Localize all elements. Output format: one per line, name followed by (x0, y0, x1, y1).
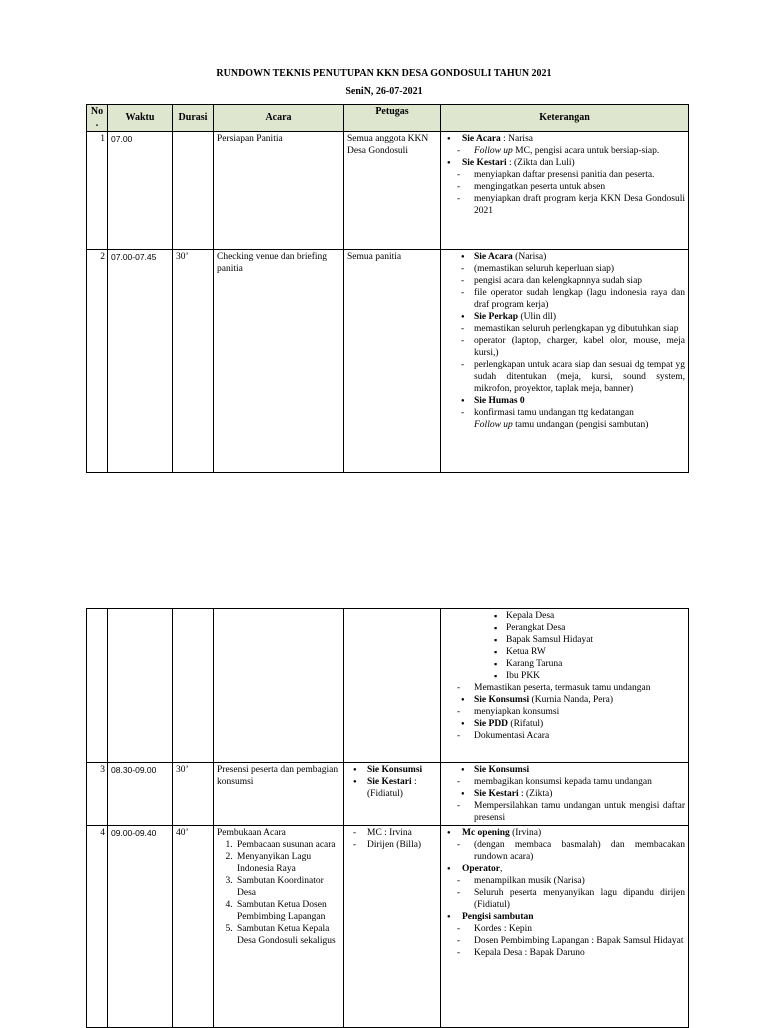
row-no (87, 609, 108, 763)
list-item: - memastikan seluruh perlengkapan yg dibutuhkan siap (444, 323, 685, 335)
row-acara: Presensi peserta dan pembagian konsumsi (214, 763, 344, 826)
list-item: ▪ Perangkat Desa (444, 622, 685, 634)
list-item: - Follow up MC, pengisi acara untuk bersiap-siap. (444, 145, 685, 157)
list-item: - menyiapkan draft program kerja KKN Desa Gondosuli 2021 (444, 193, 685, 217)
row-keterangan (441, 609, 689, 763)
list-item: ● Pengisi sambutan (444, 911, 685, 923)
list-item: ● Sie Humas 0 (444, 395, 685, 407)
row-acara: Checking venue dan briefing panitia (214, 250, 344, 473)
list-item: ▪ Ibu PKK (444, 670, 685, 682)
list-item: ● Sie Acara : Narisa (444, 133, 685, 145)
list-item: - (memastikan seluruh keperluan siap) (444, 263, 685, 275)
row-waktu: 07.00 (108, 132, 173, 250)
list-item: - Dokumentasi Acara (444, 730, 685, 742)
row-keterangan (441, 826, 689, 1028)
row-keterangan (441, 132, 689, 250)
col-header-acara: Acara (214, 105, 344, 132)
list-item: ▪ Ketua RW (444, 646, 685, 658)
row-keterangan (441, 250, 689, 473)
rundown-table-part2 (86, 608, 689, 1028)
table-header-row (87, 105, 689, 132)
row-petugas (344, 826, 441, 1028)
list-item: - Memastikan peserta, termasuk tamu undangan (444, 682, 685, 694)
col-header-petugas: Petugas (344, 105, 441, 132)
row-durasi (173, 132, 214, 250)
list-item: - (dengan membaca basmalah) dan membacakan rundown acara) (444, 839, 685, 863)
list-item: ● Sie Perkap (Ulin dll) (444, 311, 685, 323)
row-petugas (344, 609, 441, 763)
list-item: - membagikan konsumsi kepada tamu undangan (444, 776, 685, 788)
row-acara (214, 826, 344, 1028)
row-durasi: 30’ (173, 250, 214, 473)
list-item: - menampilkan musik (Narisa) (444, 875, 685, 887)
list-item: ● Sie PDD (Rifatul) (444, 718, 685, 730)
col-header-no: No . (87, 105, 108, 132)
list-item: - Mempersilahkan tamu undangan untuk mengisi daftar presensi (444, 800, 685, 824)
row-no: 4 (87, 826, 108, 1028)
col-header-durasi: Durasi (173, 105, 214, 132)
list-item: ▪ Kepala Desa (444, 610, 685, 622)
row-waktu: 07.00-07.45 (108, 250, 173, 473)
list-item: - file operator sudah lengkap (lagu indonesia raya dan draf program kerja) (444, 287, 685, 311)
list-item: 5. Sambutan Ketua Kepala Desa Gondosuli sekaligus (235, 923, 340, 947)
list-item: ● Sie Kestari : (Fidiatul) (347, 776, 437, 800)
acara-heading: Pembukaan Acara (217, 828, 286, 838)
list-item: ▪ Karang Taruna (444, 658, 685, 670)
list-item: - MC : Irvina (347, 827, 437, 839)
list-item: ● Sie Kestari : (Zikta dan Luli) (444, 157, 685, 169)
row-no: 1 (87, 132, 108, 250)
table-row (87, 763, 689, 826)
list-item: 4. Sambutan Ketua Dosen Pembimbing Lapangan (235, 899, 340, 923)
row-petugas: Semua anggota KKN Desa Gondosuli (344, 132, 441, 250)
list-item: - mengingatkan peserta untuk absen (444, 181, 685, 193)
document-date: SeniN, 26-07-2021 (345, 86, 423, 97)
col-header-waktu: Waktu (108, 105, 173, 132)
list-item: - Kordes : Kepin (444, 923, 685, 935)
row-waktu: 08.30-09.00 (108, 763, 173, 826)
table-row (87, 609, 689, 763)
row-waktu: 09.00-09.40 (108, 826, 173, 1028)
list-item: ▪ Bapak Samsul Hidayat (444, 634, 685, 646)
list-item: - perlengkapan untuk acara siap dan sesuai dg tempat yg sudah ditentukan (meja, kursi, sound system, mikrofon, proyektor, taplak meja, banner) (444, 359, 685, 395)
rundown-table-part1 (86, 104, 689, 473)
list-item: - Seluruh peserta menyanyikan lagu dipandu dirijen (Fidiatul) (444, 887, 685, 911)
row-durasi: 30’ (173, 763, 214, 826)
row-petugas: Semua panitia (344, 250, 441, 473)
list-item: - operator (laptop, charger, kabel olor, mouse, meja kursi,) (444, 335, 685, 359)
list-item: - Kepala Desa : Bapak Daruno (444, 947, 685, 959)
list-item: - konfirmasi tamu undangan ttg kedatangan (444, 407, 685, 419)
document-title: RUNDOWN TEKNIS PENUTUPAN KKN DESA GONDOSULI TAHUN 2021 (216, 68, 552, 79)
list-item: - pengisi acara dan kelengkapnnya sudah siap (444, 275, 685, 287)
row-waktu (108, 609, 173, 763)
row-acara: Persiapan Panitia (214, 132, 344, 250)
row-keterangan (441, 763, 689, 826)
list-item: ● Sie Konsumsi (Kurnia Nanda, Pera) (444, 694, 685, 706)
list-item: - Dirijen (Billa) (347, 839, 437, 851)
list-item: ● Sie Konsumsi (444, 764, 685, 776)
list-item: - menyiapkan konsumsi (444, 706, 685, 718)
list-item: 1. Pembacaan susunan acara (235, 839, 340, 851)
list-item: ● Operator, (444, 863, 685, 875)
row-durasi: 40’ (173, 826, 214, 1028)
list-item: ● Sie Acara (Narisa) (444, 251, 685, 263)
col-header-keterangan: Keterangan (441, 105, 689, 132)
row-no: 3 (87, 763, 108, 826)
list-item: ● Sie Konsumsi (347, 764, 437, 776)
list-item: 2. Menyanyikan Lagu Indonesia Raya (235, 851, 340, 875)
table-row (87, 132, 689, 250)
row-petugas (344, 763, 441, 826)
list-item: - Dosen Pembimbing Lapangan : Bapak Samsul Hidayat (444, 935, 685, 947)
row-durasi (173, 609, 214, 763)
list-item: - menyiapkan daftar presensi panitia dan peserta. (444, 169, 685, 181)
table-row (87, 826, 689, 1028)
row-acara (214, 609, 344, 763)
list-item: ● Sie Kestari : (Zikta) (444, 788, 685, 800)
list-item: ● Mc opening (Irvina) (444, 827, 685, 839)
list-item: 3. Sambutan Koordinator Desa (235, 875, 340, 899)
list-item: Follow up tamu undangan (pengisi sambutan) (474, 420, 649, 430)
row-no: 2 (87, 250, 108, 473)
table-row (87, 250, 689, 473)
